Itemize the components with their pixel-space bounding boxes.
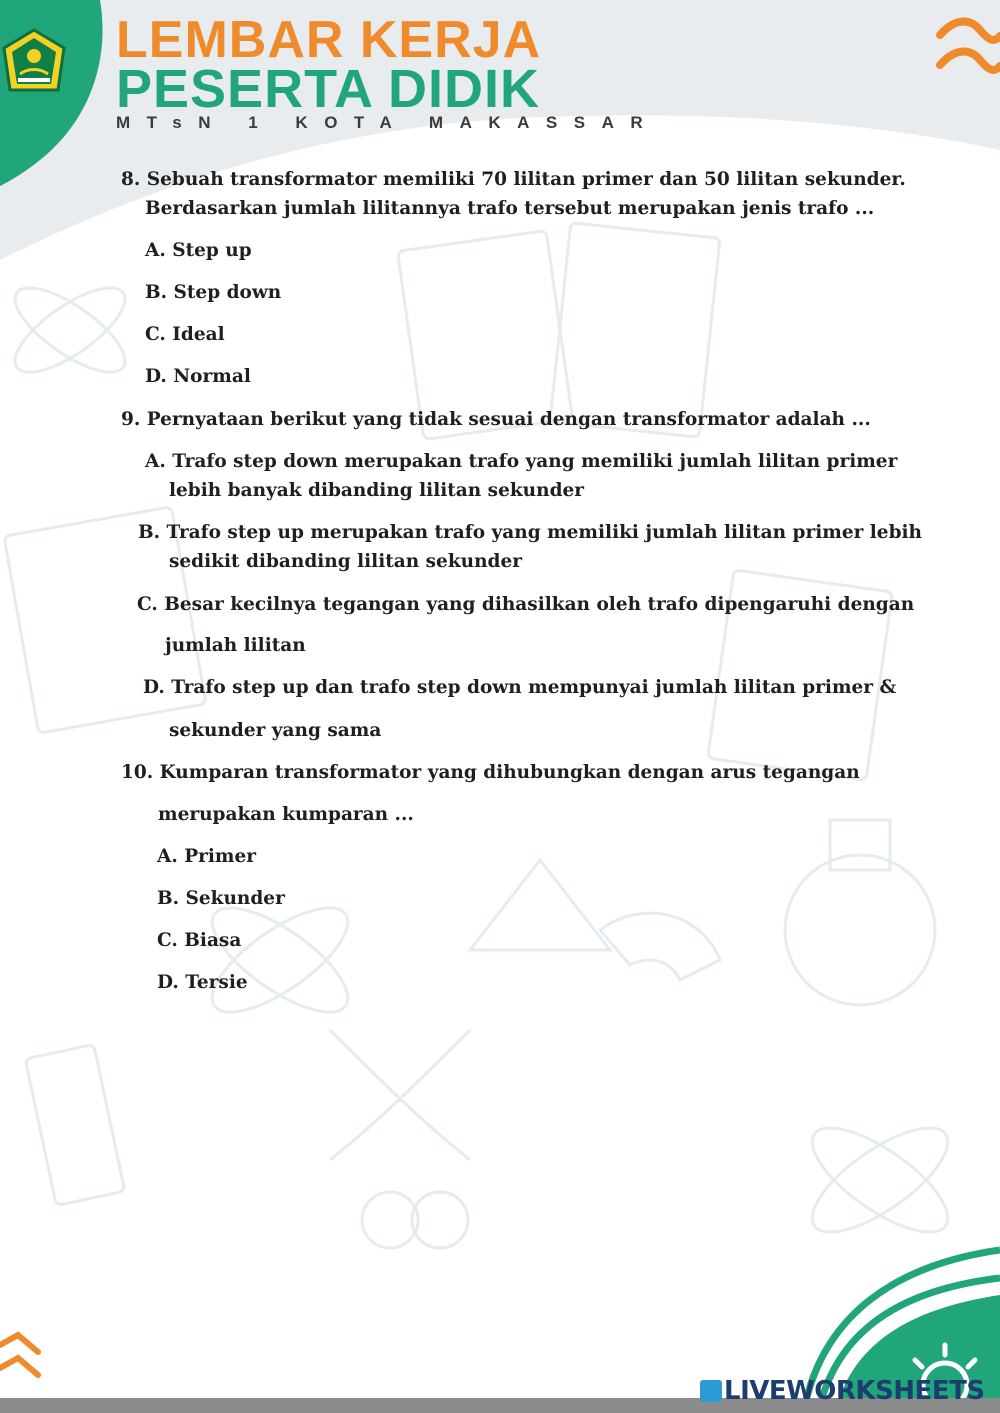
question-8-option-d[interactable]: D. Normal	[145, 366, 251, 387]
question-9-option-c[interactable]: C. Besar kecilnya tegangan yang dihasilkan oleh trafo dipengaruhi dengan	[137, 594, 915, 615]
question-8-option-b[interactable]: B. Step down	[145, 282, 282, 303]
question-10-option-c[interactable]: C. Biasa	[157, 930, 242, 951]
question-8-text-line2: Berdasarkan jumlah lilitannya trafo tersebut merupakan jenis trafo ...	[145, 198, 875, 219]
live-badge-icon	[700, 1380, 722, 1402]
question-9-option-a-cont: lebih banyak dibanding lilitan sekunder	[169, 480, 585, 501]
question-9-text-line1: 9. Pernyataan berikut yang tidak sesuai dengan transformator adalah ...	[121, 409, 871, 430]
school-name: MTsN 1 KOTA MAKASSAR	[116, 113, 660, 132]
worksheet-title-line2: PESERTA DIDIK	[116, 59, 541, 119]
question-9-option-c-cont: jumlah lilitan	[165, 635, 306, 656]
worksheet-title-line1: LEMBAR KERJA	[116, 11, 542, 69]
question-8-option-c[interactable]: C. Ideal	[145, 324, 225, 345]
question-10-text-line2: merupakan kumparan ...	[158, 804, 414, 825]
question-10-text-line1: 10. Kumparan transformator yang dihubungkan dengan arus tegangan	[121, 762, 860, 783]
question-10-option-d[interactable]: D. Tersie	[157, 972, 248, 993]
question-8-option-a[interactable]: A. Step up	[145, 240, 252, 261]
question-9-option-b[interactable]: B. Trafo step up merupakan trafo yang memiliki jumlah lilitan primer lebih	[138, 522, 922, 543]
question-9-option-a[interactable]: A. Trafo step down merupakan trafo yang memiliki jumlah lilitan primer	[145, 451, 898, 472]
question-9-option-d-cont: sekunder yang sama	[169, 720, 382, 741]
ministry-emblem-icon	[0, 28, 68, 100]
question-10-option-b[interactable]: B. Sekunder	[157, 888, 285, 909]
question-9-option-b-cont: sedikit dibanding lilitan sekunder	[169, 551, 522, 572]
liveworksheets-logo[interactable]	[700, 1376, 985, 1406]
question-10-option-a[interactable]: A. Primer	[157, 846, 257, 867]
question-9-option-d[interactable]: D. Trafo step up dan trafo step down mempunyai jumlah lilitan primer &	[143, 677, 897, 698]
liveworksheets-brand-text: LIVEWORKSHEETS	[724, 1376, 985, 1406]
question-8-text-line1: 8. Sebuah transformator memiliki 70 lilitan primer dan 50 lilitan sekunder.	[121, 169, 906, 190]
